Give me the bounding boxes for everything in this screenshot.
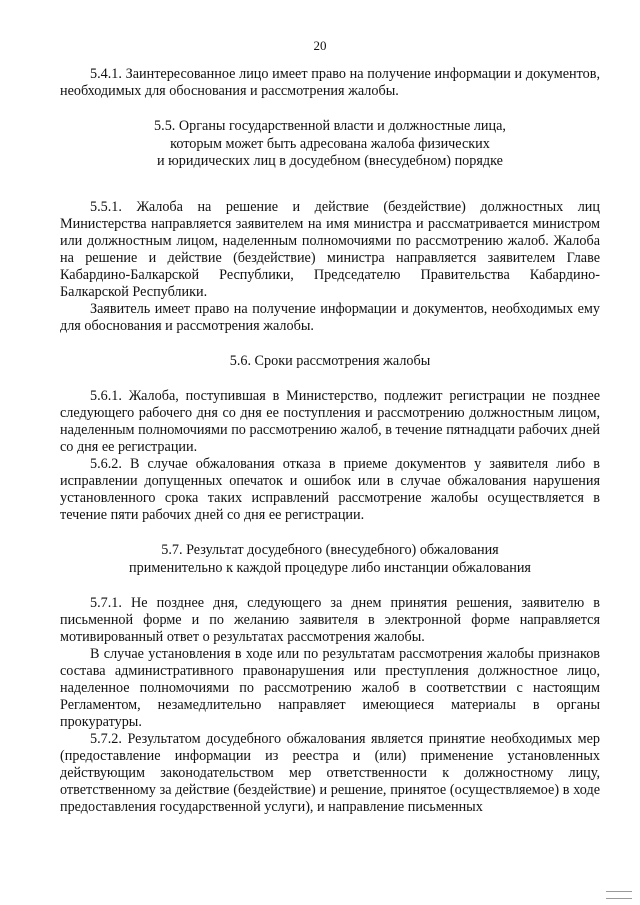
- heading-line: 5.7. Результат досудебного (внесудебного) обжалования: [161, 542, 499, 558]
- paragraph-5-5-1: 5.5.1. Жалоба на решение и действие (бездействие) должностных лиц Министерства направляется заявителем на имя министра и рассматривается министром или должностным лицом, наделенным полномочиями по рассмотрению жалоб. Жалоба на решение и действие (бездействие) министра направляется заявителем Главе Кабардино-Балкарской Республики, Председателю Правительства Кабардино-Балкарской Республики.: [60, 198, 600, 300]
- document-body: [60, 66, 600, 816]
- paragraph-5-7-2: 5.7.2. Результатом досудебного обжалования является принятие необходимых мер (предоставление информации из реестра и (или) применение установленных действующим законодательством мер ответственности к должностному лицу, ответственному за действие (бездействие) и решение, принятое (осуществляемое) в ходе предоставления государственной услуги), и направление письменных: [60, 731, 600, 815]
- scan-corner-mark: [606, 891, 632, 899]
- page-number: 20: [313, 38, 327, 53]
- section-heading-5-7: [60, 542, 600, 577]
- paragraph-5-7-1: 5.7.1. Не позднее дня, следующего за днем принятия решения, заявителю в письменной форме и по желанию заявителя в электронной форме направляется мотивированный ответ о результатах рассмотрения жалобы.: [60, 595, 600, 645]
- heading-line: которым может быть адресована жалоба физических: [170, 135, 490, 152]
- section-heading-5-6: 5.6. Сроки рассмотрения жалобы: [229, 352, 431, 369]
- heading-line: 5.5. Органы государственной власти и должностные лица,: [154, 118, 506, 134]
- paragraph-5-5-1-applicant-right: Заявитель имеет право на получение информации и документов, необходимых ему для обоснования и рассмотрения жалобы.: [60, 300, 600, 334]
- paragraph-5-6-2: 5.6.2. В случае обжалования отказа в приеме документов у заявителя либо в исправлении допущенных опечаток и ошибок или в случае обжалования нарушения установленного срока таких исправлений рассмотрение жалобы осуществляется в течение пяти рабочих дней со дня ее регистрации.: [60, 456, 600, 523]
- paragraph-5-4-1: 5.4.1. Заинтересованное лицо имеет право на получение информации и документов, необходимых для обоснования и рассмотрения жалобы.: [60, 66, 600, 99]
- paragraph-5-7-1-prosecution: В случае установления в ходе или по результатам рассмотрения жалобы признаков состава административного правонарушения или преступления должностное лицо, наделенное полномочиями по рассмотрению жалоб в соответствии с настоящим Регламентом, незамедлительно направляет имеющиеся материалы в органы прокуратуры.: [60, 646, 600, 730]
- heading-line: применительно к каждой процедуре либо инстанции обжалования: [129, 559, 531, 576]
- heading-line: и юридических лиц в досудебном (внесудебном) порядке: [157, 153, 503, 169]
- paragraph-5-6-1: 5.6.1. Жалоба, поступившая в Министерство, подлежит регистрации не позднее следующего рабочего дня со дня ее поступления и рассмотрению должностным лицом, наделенным полномочиями по рассмотрению жалоб, в течение пятнадцати рабочих дней со дня ее регистрации.: [60, 388, 600, 455]
- section-heading-5-5: [60, 118, 600, 171]
